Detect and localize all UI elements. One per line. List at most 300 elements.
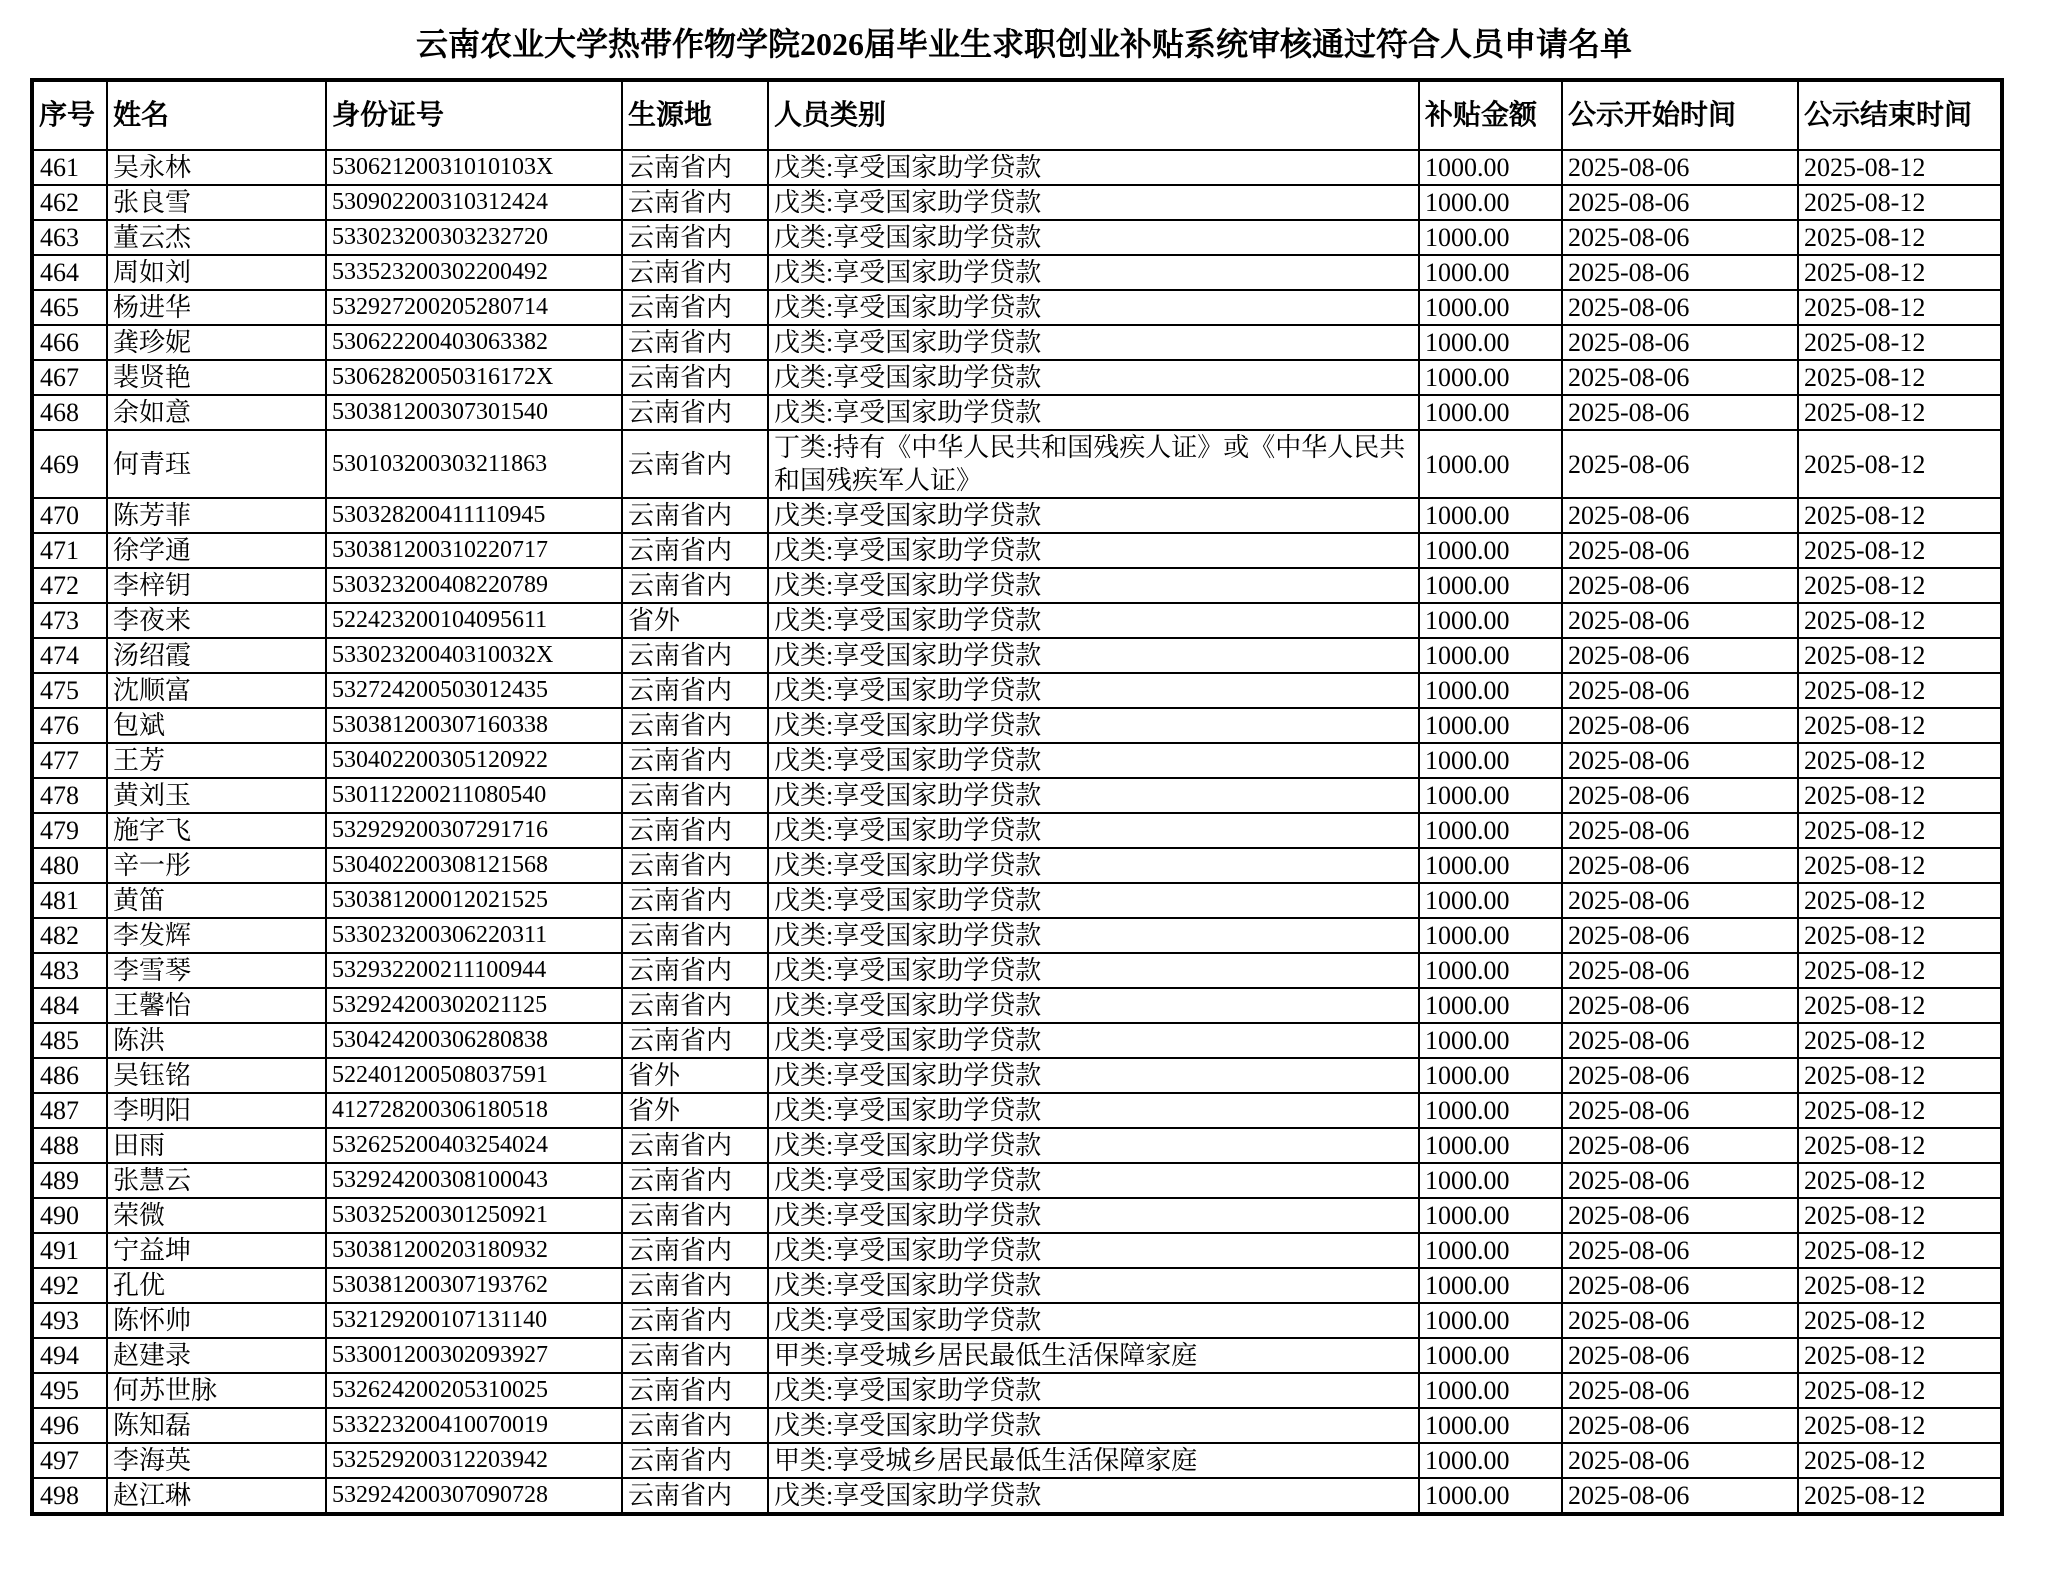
cell-amount: 1000.00 <box>1419 290 1562 325</box>
cell-id-number: 53302320040310032X <box>326 638 622 673</box>
cell-no: 489 <box>32 1163 107 1198</box>
cell-amount: 1000.00 <box>1419 1338 1562 1373</box>
table-row <box>32 220 2002 255</box>
cell-name: 孔优 <box>107 1268 326 1303</box>
cell-amount: 1000.00 <box>1419 1303 1562 1338</box>
cell-publicity-start: 2025-08-06 <box>1562 360 1798 395</box>
cell-publicity-start: 2025-08-06 <box>1562 638 1798 673</box>
cell-origin: 云南省内 <box>622 360 768 395</box>
header-id-number: 身份证号 <box>326 80 622 150</box>
table-row <box>32 1058 2002 1093</box>
table-row <box>32 883 2002 918</box>
cell-publicity-start: 2025-08-06 <box>1562 1093 1798 1128</box>
cell-publicity-start: 2025-08-06 <box>1562 1408 1798 1443</box>
table-row <box>32 953 2002 988</box>
cell-publicity-end: 2025-08-12 <box>1798 220 2002 255</box>
cell-amount: 1000.00 <box>1419 360 1562 395</box>
cell-no: 482 <box>32 918 107 953</box>
cell-publicity-end: 2025-08-12 <box>1798 325 2002 360</box>
cell-category: 戊类:享受国家助学贷款 <box>768 1268 1419 1303</box>
header-no: 序号 <box>32 80 107 150</box>
cell-id-number: 532924200308100043 <box>326 1163 622 1198</box>
cell-id-number: 530103200303211863 <box>326 430 622 498</box>
cell-id-number: 532932200211100944 <box>326 953 622 988</box>
cell-no: 485 <box>32 1023 107 1058</box>
cell-amount: 1000.00 <box>1419 813 1562 848</box>
cell-category: 戊类:享受国家助学贷款 <box>768 778 1419 813</box>
table-header <box>32 80 2002 150</box>
cell-origin: 云南省内 <box>622 325 768 360</box>
cell-amount: 1000.00 <box>1419 848 1562 883</box>
cell-amount: 1000.00 <box>1419 1443 1562 1478</box>
cell-no: 480 <box>32 848 107 883</box>
table-row <box>32 1268 2002 1303</box>
cell-publicity-end: 2025-08-12 <box>1798 1093 2002 1128</box>
cell-category: 戊类:享受国家助学贷款 <box>768 1023 1419 1058</box>
cell-category: 戊类:享受国家助学贷款 <box>768 988 1419 1023</box>
cell-name: 杨进华 <box>107 290 326 325</box>
table-row <box>32 778 2002 813</box>
cell-amount: 1000.00 <box>1419 708 1562 743</box>
cell-name: 张良雪 <box>107 185 326 220</box>
cell-id-number: 530424200306280838 <box>326 1023 622 1058</box>
cell-amount: 1000.00 <box>1419 743 1562 778</box>
cell-id-number: 530381200307193762 <box>326 1268 622 1303</box>
cell-no: 474 <box>32 638 107 673</box>
cell-origin: 省外 <box>622 603 768 638</box>
cell-name: 徐学通 <box>107 533 326 568</box>
table-row <box>32 988 2002 1023</box>
cell-publicity-start: 2025-08-06 <box>1562 603 1798 638</box>
cell-publicity-end: 2025-08-12 <box>1798 1373 2002 1408</box>
cell-name: 何苏世脉 <box>107 1373 326 1408</box>
cell-category: 戊类:享受国家助学贷款 <box>768 325 1419 360</box>
cell-publicity-start: 2025-08-06 <box>1562 883 1798 918</box>
cell-no: 476 <box>32 708 107 743</box>
cell-no: 461 <box>32 150 107 185</box>
cell-origin: 云南省内 <box>622 1478 768 1514</box>
cell-origin: 云南省内 <box>622 638 768 673</box>
table-row <box>32 1128 2002 1163</box>
cell-id-number: 530381200203180932 <box>326 1233 622 1268</box>
cell-id-number: 530381200310220717 <box>326 533 622 568</box>
table-row <box>32 743 2002 778</box>
header-amount: 补贴金额 <box>1419 80 1562 150</box>
cell-id-number: 522423200104095611 <box>326 603 622 638</box>
cell-origin: 云南省内 <box>622 1128 768 1163</box>
cell-category: 戊类:享受国家助学贷款 <box>768 395 1419 430</box>
cell-publicity-end: 2025-08-12 <box>1798 638 2002 673</box>
cell-amount: 1000.00 <box>1419 1128 1562 1163</box>
cell-id-number: 412728200306180518 <box>326 1093 622 1128</box>
cell-no: 479 <box>32 813 107 848</box>
cell-publicity-start: 2025-08-06 <box>1562 778 1798 813</box>
cell-category: 戊类:享受国家助学贷款 <box>768 568 1419 603</box>
table-row <box>32 430 2002 498</box>
cell-publicity-start: 2025-08-06 <box>1562 1128 1798 1163</box>
cell-name: 沈顺富 <box>107 673 326 708</box>
cell-origin: 云南省内 <box>622 1338 768 1373</box>
cell-category: 戊类:享受国家助学贷款 <box>768 1198 1419 1233</box>
cell-no: 469 <box>32 430 107 498</box>
cell-publicity-start: 2025-08-06 <box>1562 918 1798 953</box>
cell-no: 467 <box>32 360 107 395</box>
cell-origin: 云南省内 <box>622 988 768 1023</box>
table-row <box>32 848 2002 883</box>
cell-category: 戊类:享受国家助学贷款 <box>768 1478 1419 1514</box>
header-publicity-end: 公示结束时间 <box>1798 80 2002 150</box>
cell-origin: 云南省内 <box>622 1303 768 1338</box>
cell-publicity-end: 2025-08-12 <box>1798 1268 2002 1303</box>
cell-category: 戊类:享受国家助学贷款 <box>768 708 1419 743</box>
cell-origin: 云南省内 <box>622 918 768 953</box>
cell-no: 468 <box>32 395 107 430</box>
cell-publicity-end: 2025-08-12 <box>1798 1198 2002 1233</box>
cell-publicity-end: 2025-08-12 <box>1798 395 2002 430</box>
cell-name: 周如刘 <box>107 255 326 290</box>
cell-no: 473 <box>32 603 107 638</box>
cell-publicity-end: 2025-08-12 <box>1798 813 2002 848</box>
cell-publicity-start: 2025-08-06 <box>1562 325 1798 360</box>
cell-name: 李海英 <box>107 1443 326 1478</box>
cell-id-number: 530328200411110945 <box>326 498 622 533</box>
cell-publicity-start: 2025-08-06 <box>1562 1338 1798 1373</box>
cell-no: 478 <box>32 778 107 813</box>
cell-name: 汤绍霞 <box>107 638 326 673</box>
cell-origin: 云南省内 <box>622 533 768 568</box>
cell-category: 戊类:享受国家助学贷款 <box>768 1093 1419 1128</box>
cell-category: 戊类:享受国家助学贷款 <box>768 1163 1419 1198</box>
table-row <box>32 290 2002 325</box>
cell-publicity-start: 2025-08-06 <box>1562 220 1798 255</box>
cell-publicity-start: 2025-08-06 <box>1562 953 1798 988</box>
cell-name: 黄笛 <box>107 883 326 918</box>
cell-category: 戊类:享受国家助学贷款 <box>768 498 1419 533</box>
cell-amount: 1000.00 <box>1419 1023 1562 1058</box>
cell-amount: 1000.00 <box>1419 325 1562 360</box>
cell-category: 戊类:享受国家助学贷款 <box>768 1128 1419 1163</box>
cell-name: 陈知磊 <box>107 1408 326 1443</box>
cell-no: 465 <box>32 290 107 325</box>
cell-origin: 云南省内 <box>622 778 768 813</box>
cell-name: 董云杰 <box>107 220 326 255</box>
cell-name: 田雨 <box>107 1128 326 1163</box>
cell-publicity-end: 2025-08-12 <box>1798 1163 2002 1198</box>
cell-origin: 省外 <box>622 1093 768 1128</box>
cell-id-number: 532624200205310025 <box>326 1373 622 1408</box>
cell-id-number: 533523200302200492 <box>326 255 622 290</box>
cell-publicity-start: 2025-08-06 <box>1562 1478 1798 1514</box>
cell-publicity-start: 2025-08-06 <box>1562 673 1798 708</box>
cell-publicity-end: 2025-08-12 <box>1798 568 2002 603</box>
cell-name: 吴钰铭 <box>107 1058 326 1093</box>
cell-category: 戊类:享受国家助学贷款 <box>768 255 1419 290</box>
cell-origin: 云南省内 <box>622 1373 768 1408</box>
cell-id-number: 532924200302021125 <box>326 988 622 1023</box>
header-publicity-start: 公示开始时间 <box>1562 80 1798 150</box>
cell-amount: 1000.00 <box>1419 1058 1562 1093</box>
cell-amount: 1000.00 <box>1419 778 1562 813</box>
table-row <box>32 1443 2002 1478</box>
cell-id-number: 530902200310312424 <box>326 185 622 220</box>
cell-amount: 1000.00 <box>1419 395 1562 430</box>
cell-category: 戊类:享受国家助学贷款 <box>768 638 1419 673</box>
cell-no: 493 <box>32 1303 107 1338</box>
cell-amount: 1000.00 <box>1419 185 1562 220</box>
table-row <box>32 185 2002 220</box>
cell-origin: 云南省内 <box>622 150 768 185</box>
cell-category: 戊类:享受国家助学贷款 <box>768 813 1419 848</box>
cell-amount: 1000.00 <box>1419 883 1562 918</box>
cell-no: 472 <box>32 568 107 603</box>
cell-publicity-start: 2025-08-06 <box>1562 1023 1798 1058</box>
cell-publicity-end: 2025-08-12 <box>1798 255 2002 290</box>
cell-category: 戊类:享受国家助学贷款 <box>768 220 1419 255</box>
cell-category: 戊类:享受国家助学贷款 <box>768 1408 1419 1443</box>
document-title: 云南农业大学热带作物学院2026届毕业生求职创业补贴系统审核通过符合人员申请名单 <box>415 26 1632 62</box>
cell-id-number: 53062820050316172X <box>326 360 622 395</box>
cell-no: 488 <box>32 1128 107 1163</box>
table-row <box>32 1163 2002 1198</box>
cell-amount: 1000.00 <box>1419 603 1562 638</box>
cell-no: 498 <box>32 1478 107 1514</box>
cell-id-number: 530325200301250921 <box>326 1198 622 1233</box>
cell-id-number: 530381200307160338 <box>326 708 622 743</box>
cell-category: 戊类:享受国家助学贷款 <box>768 185 1419 220</box>
table-row <box>32 1478 2002 1514</box>
cell-origin: 省外 <box>622 1058 768 1093</box>
cell-publicity-end: 2025-08-12 <box>1798 150 2002 185</box>
cell-publicity-end: 2025-08-12 <box>1798 603 2002 638</box>
cell-no: 490 <box>32 1198 107 1233</box>
table-row <box>32 1233 2002 1268</box>
table-row <box>32 708 2002 743</box>
table-row <box>32 1408 2002 1443</box>
cell-publicity-end: 2025-08-12 <box>1798 1478 2002 1514</box>
table-body <box>32 150 2002 1514</box>
cell-id-number: 532625200403254024 <box>326 1128 622 1163</box>
applicant-roster-table <box>30 78 2004 1516</box>
table-row <box>32 638 2002 673</box>
cell-id-number: 532924200307090728 <box>326 1478 622 1514</box>
cell-amount: 1000.00 <box>1419 533 1562 568</box>
cell-no: 497 <box>32 1443 107 1478</box>
cell-category: 戊类:享受国家助学贷款 <box>768 743 1419 778</box>
cell-origin: 云南省内 <box>622 1268 768 1303</box>
cell-publicity-start: 2025-08-06 <box>1562 848 1798 883</box>
table-row <box>32 533 2002 568</box>
cell-no: 466 <box>32 325 107 360</box>
cell-id-number: 532927200205280714 <box>326 290 622 325</box>
cell-origin: 云南省内 <box>622 848 768 883</box>
cell-publicity-start: 2025-08-06 <box>1562 1303 1798 1338</box>
cell-no: 463 <box>32 220 107 255</box>
cell-origin: 云南省内 <box>622 290 768 325</box>
cell-publicity-end: 2025-08-12 <box>1798 185 2002 220</box>
cell-publicity-end: 2025-08-12 <box>1798 883 2002 918</box>
cell-publicity-start: 2025-08-06 <box>1562 813 1798 848</box>
cell-id-number: 532724200503012435 <box>326 673 622 708</box>
cell-publicity-end: 2025-08-12 <box>1798 1443 2002 1478</box>
cell-amount: 1000.00 <box>1419 1093 1562 1128</box>
cell-name: 陈怀帅 <box>107 1303 326 1338</box>
cell-name: 黄刘玉 <box>107 778 326 813</box>
cell-amount: 1000.00 <box>1419 1478 1562 1514</box>
cell-name: 王馨怡 <box>107 988 326 1023</box>
cell-category: 戊类:享受国家助学贷款 <box>768 1233 1419 1268</box>
table-row <box>32 1303 2002 1338</box>
cell-no: 495 <box>32 1373 107 1408</box>
cell-no: 494 <box>32 1338 107 1373</box>
cell-category: 甲类:享受城乡居民最低生活保障家庭 <box>768 1338 1419 1373</box>
table-row <box>32 498 2002 533</box>
cell-publicity-start: 2025-08-06 <box>1562 430 1798 498</box>
cell-publicity-start: 2025-08-06 <box>1562 1373 1798 1408</box>
cell-no: 492 <box>32 1268 107 1303</box>
cell-publicity-start: 2025-08-06 <box>1562 988 1798 1023</box>
cell-publicity-end: 2025-08-12 <box>1798 1128 2002 1163</box>
cell-amount: 1000.00 <box>1419 150 1562 185</box>
cell-amount: 1000.00 <box>1419 568 1562 603</box>
cell-name: 荣微 <box>107 1198 326 1233</box>
cell-amount: 1000.00 <box>1419 918 1562 953</box>
cell-origin: 云南省内 <box>622 743 768 778</box>
table-row <box>32 568 2002 603</box>
cell-publicity-end: 2025-08-12 <box>1798 918 2002 953</box>
cell-category: 戊类:享受国家助学贷款 <box>768 533 1419 568</box>
cell-no: 483 <box>32 953 107 988</box>
cell-origin: 云南省内 <box>622 883 768 918</box>
cell-name: 吴永林 <box>107 150 326 185</box>
cell-origin: 云南省内 <box>622 220 768 255</box>
table-row <box>32 150 2002 185</box>
cell-publicity-end: 2025-08-12 <box>1798 708 2002 743</box>
cell-id-number: 53062120031010103X <box>326 150 622 185</box>
cell-no: 475 <box>32 673 107 708</box>
cell-publicity-end: 2025-08-12 <box>1798 1408 2002 1443</box>
table-row <box>32 603 2002 638</box>
cell-name: 何青珏 <box>107 430 326 498</box>
cell-amount: 1000.00 <box>1419 638 1562 673</box>
cell-amount: 1000.00 <box>1419 430 1562 498</box>
cell-id-number: 533023200306220311 <box>326 918 622 953</box>
cell-publicity-end: 2025-08-12 <box>1798 988 2002 1023</box>
cell-name: 李明阳 <box>107 1093 326 1128</box>
cell-category: 戊类:享受国家助学贷款 <box>768 1373 1419 1408</box>
cell-category: 戊类:享受国家助学贷款 <box>768 953 1419 988</box>
cell-origin: 云南省内 <box>622 185 768 220</box>
cell-origin: 云南省内 <box>622 1408 768 1443</box>
cell-publicity-end: 2025-08-12 <box>1798 290 2002 325</box>
table-row <box>32 1338 2002 1373</box>
table-row <box>32 360 2002 395</box>
cell-amount: 1000.00 <box>1419 988 1562 1023</box>
table-row <box>32 325 2002 360</box>
table-row <box>32 673 2002 708</box>
cell-category: 戊类:享受国家助学贷款 <box>768 603 1419 638</box>
cell-origin: 云南省内 <box>622 708 768 743</box>
cell-publicity-start: 2025-08-06 <box>1562 290 1798 325</box>
cell-publicity-start: 2025-08-06 <box>1562 395 1798 430</box>
cell-publicity-end: 2025-08-12 <box>1798 1233 2002 1268</box>
cell-origin: 云南省内 <box>622 255 768 290</box>
cell-publicity-end: 2025-08-12 <box>1798 533 2002 568</box>
cell-name: 陈洪 <box>107 1023 326 1058</box>
cell-publicity-start: 2025-08-06 <box>1562 1443 1798 1478</box>
cell-category: 戊类:享受国家助学贷款 <box>768 150 1419 185</box>
cell-no: 487 <box>32 1093 107 1128</box>
cell-publicity-end: 2025-08-12 <box>1798 1058 2002 1093</box>
table-row <box>32 255 2002 290</box>
cell-name: 李梓钥 <box>107 568 326 603</box>
header-name: 姓名 <box>107 80 326 150</box>
cell-no: 471 <box>32 533 107 568</box>
cell-name: 王芳 <box>107 743 326 778</box>
cell-origin: 云南省内 <box>622 1023 768 1058</box>
cell-name: 李雪琴 <box>107 953 326 988</box>
cell-name: 辛一彤 <box>107 848 326 883</box>
cell-name: 龚珍妮 <box>107 325 326 360</box>
table-row <box>32 1373 2002 1408</box>
header-category: 人员类别 <box>768 80 1419 150</box>
cell-amount: 1000.00 <box>1419 1198 1562 1233</box>
cell-publicity-start: 2025-08-06 <box>1562 1233 1798 1268</box>
cell-publicity-end: 2025-08-12 <box>1798 498 2002 533</box>
cell-publicity-start: 2025-08-06 <box>1562 743 1798 778</box>
cell-id-number: 532129200107131140 <box>326 1303 622 1338</box>
cell-id-number: 530381200307301540 <box>326 395 622 430</box>
cell-publicity-end: 2025-08-12 <box>1798 360 2002 395</box>
cell-publicity-start: 2025-08-06 <box>1562 568 1798 603</box>
cell-publicity-end: 2025-08-12 <box>1798 430 2002 498</box>
cell-publicity-end: 2025-08-12 <box>1798 778 2002 813</box>
cell-name: 李夜来 <box>107 603 326 638</box>
cell-category: 戊类:享受国家助学贷款 <box>768 1303 1419 1338</box>
cell-name: 赵江琳 <box>107 1478 326 1514</box>
cell-no: 477 <box>32 743 107 778</box>
cell-origin: 云南省内 <box>622 673 768 708</box>
cell-publicity-end: 2025-08-12 <box>1798 1338 2002 1373</box>
cell-category: 戊类:享受国家助学贷款 <box>768 1058 1419 1093</box>
cell-origin: 云南省内 <box>622 1233 768 1268</box>
cell-name: 施字飞 <box>107 813 326 848</box>
header-row <box>32 80 2002 150</box>
cell-id-number: 530112200211080540 <box>326 778 622 813</box>
cell-no: 464 <box>32 255 107 290</box>
table-row <box>32 918 2002 953</box>
cell-publicity-end: 2025-08-12 <box>1798 1303 2002 1338</box>
cell-publicity-end: 2025-08-12 <box>1798 673 2002 708</box>
cell-no: 481 <box>32 883 107 918</box>
cell-amount: 1000.00 <box>1419 953 1562 988</box>
cell-name: 陈芳菲 <box>107 498 326 533</box>
cell-amount: 1000.00 <box>1419 673 1562 708</box>
cell-category: 甲类:享受城乡居民最低生活保障家庭 <box>768 1443 1419 1478</box>
cell-amount: 1000.00 <box>1419 1233 1562 1268</box>
cell-category: 戊类:享受国家助学贷款 <box>768 918 1419 953</box>
table-row <box>32 1093 2002 1128</box>
cell-origin: 云南省内 <box>622 430 768 498</box>
cell-publicity-start: 2025-08-06 <box>1562 150 1798 185</box>
cell-name: 裴贤艳 <box>107 360 326 395</box>
cell-id-number: 532929200307291716 <box>326 813 622 848</box>
cell-publicity-end: 2025-08-12 <box>1798 1023 2002 1058</box>
cell-category: 戊类:享受国家助学贷款 <box>768 673 1419 708</box>
cell-publicity-start: 2025-08-06 <box>1562 533 1798 568</box>
cell-publicity-start: 2025-08-06 <box>1562 708 1798 743</box>
cell-no: 491 <box>32 1233 107 1268</box>
cell-amount: 1000.00 <box>1419 498 1562 533</box>
